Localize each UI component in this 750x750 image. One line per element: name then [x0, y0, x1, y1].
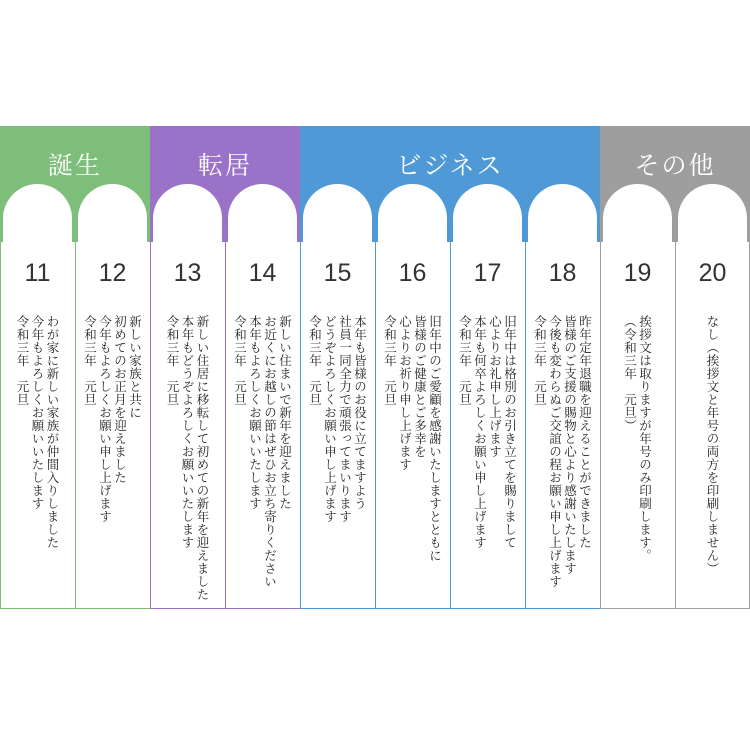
option-number: 12 [98, 259, 127, 287]
greeting-text: 新しい住まいで新年を迎えました お近くにお越しの節はぜひお立ち寄りください 本年もよろしくお願いいたします 令和三年 元旦 [232, 315, 293, 588]
greeting-text: なし（挨拶文と年号の両方を印刷しません） [705, 315, 720, 575]
greeting-option-15[interactable] [300, 184, 375, 609]
greeting-option-19[interactable] [600, 184, 675, 609]
greeting-text: 旧年中のご愛顧を感謝いたしますとともに 皆様のご健康とご多幸を 心よりお祈り申し上げます 令和三年 元旦 [382, 315, 443, 562]
greeting-text: 新しい家族と共に 初めてのお正月を迎えました 今年もよろしくお願い申し上げます 令和三年 元旦 [82, 315, 143, 523]
greeting-text: 本年も皆様のお役に立てますよう 社員一同全力で頑張ってまいります どうぞよろしくお願い申し上げます 令和三年 元旦 [307, 315, 368, 523]
greeting-option-20[interactable] [675, 184, 750, 609]
greeting-option-13[interactable] [150, 184, 225, 609]
greeting-option-12[interactable] [75, 184, 150, 609]
greeting-option-18[interactable] [525, 184, 600, 609]
greeting-text: 挨拶文は取りますが年号のみ印刷します。 （令和三年 元旦） [622, 315, 653, 562]
option-number: 16 [398, 259, 427, 287]
category-label: その他 [634, 151, 716, 180]
option-number: 15 [323, 259, 352, 287]
category-label: 誕生 [47, 151, 102, 180]
greeting-option-14[interactable] [225, 184, 300, 609]
option-number: 17 [473, 259, 502, 287]
option-number: 19 [623, 259, 652, 287]
greeting-option-16[interactable] [375, 184, 450, 609]
greeting-text: わが家に新しい家族が仲間入りしました 今年もよろしくお願いいたします 令和三年 元旦 [15, 315, 60, 549]
option-number: 13 [173, 259, 202, 287]
option-number: 14 [248, 259, 277, 287]
greeting-option-11[interactable] [0, 184, 75, 609]
option-number: 18 [548, 259, 577, 287]
greeting-text: 旧年中は格別のお引き立てを賜りまして 心よりお礼申し上げます 本年も何卒よろしくお願い申し上げます 令和三年 元旦 [457, 315, 518, 549]
greeting-option-17[interactable] [450, 184, 525, 609]
greeting-text: 昨年定年退職を迎えることができました 皆様のご支援の賜物と心より感謝いたします 今後も変わらぬご交誼の程お願い申し上げます 令和三年 元旦 [532, 315, 593, 588]
option-number: 20 [698, 259, 727, 287]
greeting-text: 新しい住居に移転して初めての新年を迎えました 本年もどうぞよろしくお願いいたします 令和三年 元旦 [165, 315, 210, 601]
greeting-options-board [0, 126, 750, 609]
category-label: 転居 [197, 151, 252, 180]
category-label: ビジネス [396, 151, 504, 180]
option-number: 11 [24, 259, 51, 287]
